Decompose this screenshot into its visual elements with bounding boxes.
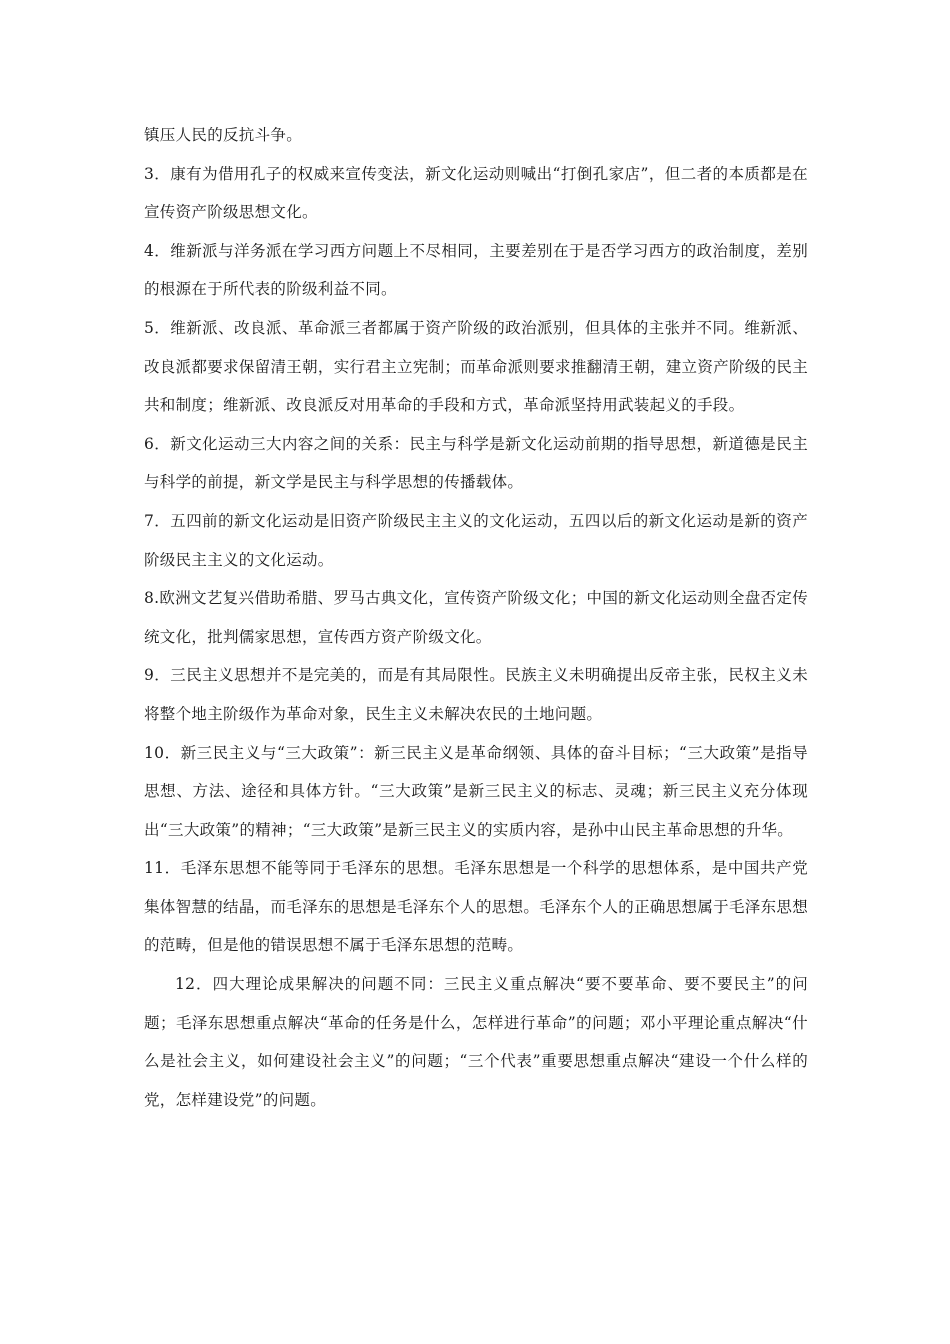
paragraph-item-5: 5．维新派、改良派、革命派三者都属于资产阶级的政治派别，但具体的主张并不同。维新派、改良派都要求保留清王朝，实行君主立宪制；而革命派则要求推翻清王朝，建立资产阶级的民主共和制度；维新派、改良派反对用革命的手段和方式，革命派坚持用武装起义的手段。	[144, 318, 808, 415]
paragraph-item-7: 7．五四前的新文化运动是旧资产阶级民主主义的文化运动，五四以后的新文化运动是新的资产阶级民主主义的文化运动。	[144, 511, 808, 569]
paragraph-item-9: 9．三民主义思想并不是完美的，而是有其局限性。民族主义未明确提出反帝主张，民权主义未将整个地主阶级作为革命对象，民生主义未解决农民的土地问题。	[144, 666, 808, 723]
paragraph-continuation: 镇压人民的反抗斗争。	[144, 126, 303, 144]
paragraph-item-6: 6．新文化运动三大内容之间的关系：民主与科学是新文化运动前期的指导思想，新道德是民主与科学的前提，新文学是民主与科学思想的传播载体。	[144, 434, 808, 492]
paragraph-item-8: 8.欧洲文艺复兴借助希腊、罗马古典文化，宣传资产阶级文化；中国的新文化运动则全盘否定传统文化，批判儒家思想，宣传西方资产阶级文化。	[144, 589, 808, 646]
paragraph-item-11: 11．毛泽东思想不能等同于毛泽东的思想。毛泽东思想是一个科学的思想体系，是中国共产党集体智慧的结晶，而毛泽东的思想是毛泽东个人的思想。毛泽东个人的正确思想属于毛泽东思想的范畴，但是他的错误思想不属于毛泽东思想的范畴。	[144, 859, 808, 955]
paragraph-item-4: 4．维新派与洋务派在学习西方问题上不尽相同，主要差别在于是否学习西方的政治制度，差别的根源在于所代表的阶级利益不同。	[144, 241, 808, 299]
paragraph-item-3: 3．康有为借用孔子的权威来宣传变法，新文化运动则喊出“打倒孔家店”，但二者的本质都是在宣传资产阶级思想文化。	[144, 164, 808, 222]
document-body	[144, 116, 808, 1119]
paragraph-item-12: 12．四大理论成果解决的问题不同：三民主义重点解决“要不要革命、要不要民主”的问题；毛泽东思想重点解决“革命的任务是什么，怎样进行革命”的问题；邓小平理论重点解决“什么是社会主义，如何建设社会主义”的问题；“三个代表”重要思想重点解决“建设一个什么样的党，怎样建设党”的问题。	[144, 975, 808, 1109]
paragraph-item-10: 10．新三民主义与“三大政策”：新三民主义是革命纲领、具体的奋斗目标；“三大政策”是指导思想、方法、途径和具体方针。“三大政策”是新三民主义的标志、灵魂；新三民主义充分体现出“三大政策”的精神；“三大政策”是新三民主义的实质内容，是孙中山民主革命思想的升华。	[144, 743, 808, 839]
